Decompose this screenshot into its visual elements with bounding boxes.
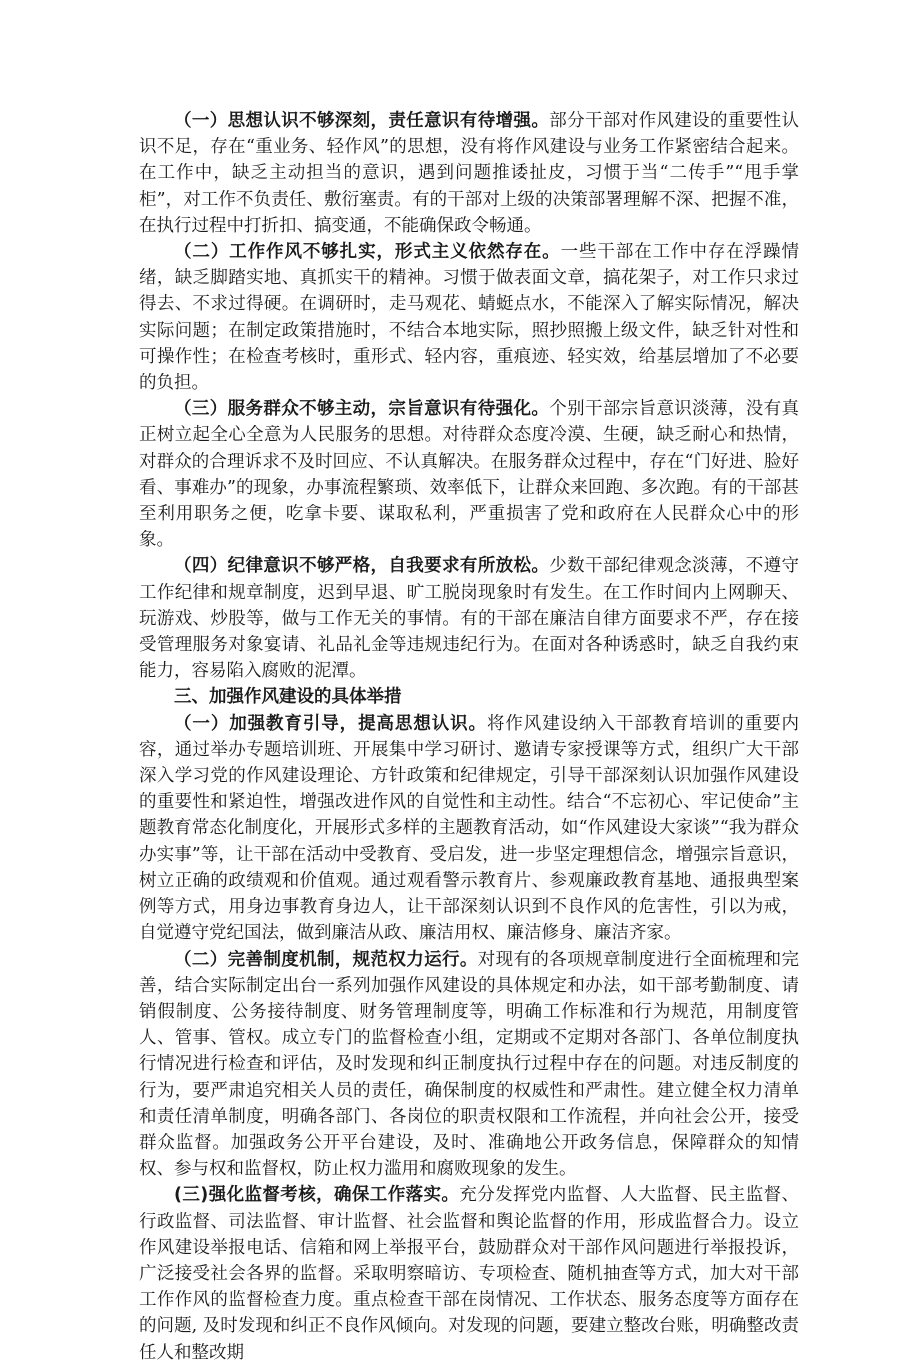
paragraph-lead: （一）思想认识不够深刻，责任意识有待增强。 <box>174 111 550 131</box>
paragraph-lead: （三）服务群众不够主动，宗旨意识有待强化。 <box>174 399 550 420</box>
problem-paragraph-1 <box>139 108 799 239</box>
measure-paragraph-3 <box>139 1182 799 1365</box>
paragraph-lead: (三)强化监督考核，确保工作落实。 <box>174 1185 460 1206</box>
problem-paragraph-4 <box>139 553 799 684</box>
problem-paragraph-2 <box>139 239 799 396</box>
document-page <box>139 108 799 1366</box>
paragraph-body: 一些干部在工作中存在浮躁情绪，缺乏脚踏实地、真抓实干的精神。习惯于做表面文章，搞花架子，对工作只求过得去、不求过得硬。在调研时，走马观花、蜻蜓点水，不能深入了解实际情况，解决实际问题；在制定政策措施时，不结合本地实际，照抄照搬上级文件，缺乏针对性和可操作性；在检查考核时，重形式、轻内容，重痕迹、轻实效，给基层增加了不必要的负担。 <box>139 242 800 394</box>
measure-paragraph-2 <box>139 947 799 1183</box>
section-heading-text: 三、加强作风建设的具体举措 <box>174 687 402 708</box>
paragraph-lead: （二）完善制度机制，规范权力运行。 <box>174 949 478 970</box>
paragraph-body: 充分发挥党内监督、人大监督、民主监督、行政监督、司法监督、审计监督、社会监督和舆论监督的作用，形成监督合力。设立作风建设举报电话、信箱和网上举报平台，鼓励群众对干部作风问题进行举报投诉，广泛接受社会各界的监督。采取明察暗访、专项检查、随机抽查等方式，加大对干部工作作风的监督检查力度。重点检查干部在岗情况、工作状态、服务态度等方面存在的问题, 及时发现和纠正不良作风倾向。对发现的问题，要建立整改台账，明确整改责任人和整改期 <box>139 1185 799 1363</box>
measure-paragraph-1 <box>139 711 799 947</box>
paragraph-body: 对现有的各项规章制度进行全面梳理和完善，结合实际制定出台一系列加强作风建设的具体规定和办法，如干部考勤制度、请销假制度、公务接待制度、财务管理制度等，明确工作标准和行为规范，用制度管人、管事、管权。成立专门的监督检查小组，定期或不定期对各部门、各单位制度执行情况进行检查和评估，及时发现和纠正制度执行过程中存在的问题。对违反制度的行为，要严肃追究相关人员的责任，确保制度的权威性和严肃性。建立健全权力清单和责任清单制度，明确各部门、各岗位的职责权限和工作流程，并向社会公开，接受群众监督。加强政务公开平台建设，及时、准确地公开政务信息，保障群众的知情权、参与权和监督权，防止权力滥用和腐败现象的发生。 <box>139 949 799 1180</box>
paragraph-lead: （二）工作作风不够扎实，形式主义依然存在。 <box>174 242 561 263</box>
paragraph-body: 将作风建设纳入干部教育培训的重要内容，通过举办专题培训班、开展集中学习研讨、邀请专家授课等方式，组织广大干部深入学习党的作风建设理论、方针政策和纪律规定，引导干部深刻认识加强作风建设的重要性和紧迫性，增强改进作风的自觉性和主动性。结合“不忘初心、牢记使命”主题教育常态化制度化，开展形式多样的主题教育活动，如“作风建设大家谈”“我为群众办实事”等，让干部在活动中受教育、受启发，进一步坚定理想信念，增强宗旨意识，树立正确的政绩观和价值观。通过观看警示教育片、参观廉政教育基地、通报典型案例等方式，用身边事教育身边人，让干部深刻认识到不良作风的危害性，引以为戒，自觉遵守党纪国法，做到廉洁从政、廉洁用权、廉洁修身、廉洁齐家。 <box>139 713 800 944</box>
problem-paragraph-3 <box>139 396 799 553</box>
paragraph-lead: （一）加强教育引导，提高思想认识。 <box>174 713 487 734</box>
section-heading <box>139 684 799 710</box>
paragraph-body: 部分干部对作风建设的重要性认识不足，存在“重业务、轻作风”的思想，没有将作风建设与业务工作紧密结合起来。在工作中，缺乏主动担当的意识，遇到问题推诿扯皮，习惯于当“二传手”“甩手掌柜”，对工作不负责任、敷衍塞责。有的干部对上级的决策部署理解不深、把握不准，在执行过程中打折扣、搞变通，不能确保政令畅通。 <box>139 111 800 236</box>
paragraph-body: 少数干部纪律观念淡薄，不遵守工作纪律和规章制度，迟到早退、旷工脱岗现象时有发生。在工作时间内上网聊天、玩游戏、炒股等，做与工作无关的事情。有的干部在廉洁自律方面要求不严，存在接受管理服务对象宴请、礼品礼金等违规违纪行为。在面对各种诱惑时，缺乏自我约束能力，容易陷入腐败的泥潭。 <box>139 556 800 682</box>
paragraph-lead: （四）纪律意识不够严格，自我要求有所放松。 <box>174 556 550 577</box>
paragraph-body: 个别干部宗旨意识淡薄，没有真正树立起全心全意为人民服务的思想。对待群众态度冷漠、生硬，缺乏耐心和热情，对群众的合理诉求不及时回应、不认真解决。在服务群众过程中，存在“门好进、脸好看、事难办”的现象，办事流程繁琐、效率低下，让群众来回跑、多次跑。有的干部甚至利用职务之便，吃拿卡要、谋取私利，严重损害了党和政府在人民群众心中的形象。 <box>139 399 800 551</box>
